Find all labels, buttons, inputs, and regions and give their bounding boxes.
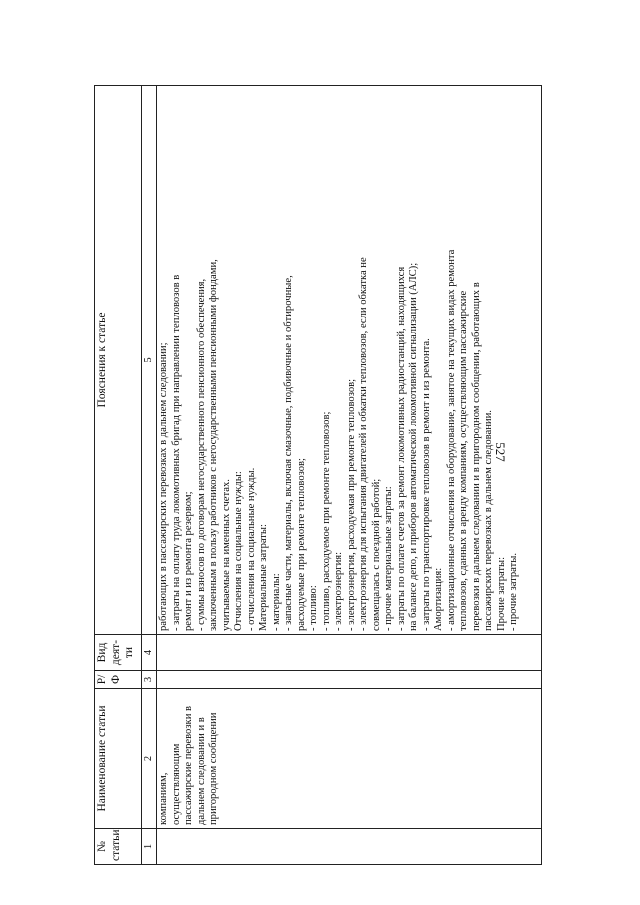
- explanation-line: - затраты по транспортировке тепловозов в ремонт и из ремонта.: [420, 338, 432, 631]
- explanation-line: - затраты на оплату труда локомотивных бригад при направлении тепловозов в: [170, 274, 182, 631]
- explanation-line: тепловозов, сданных в аренду компаниям, осуществляющим пассажирские: [458, 290, 470, 631]
- header-activity: Вид деят-ти: [95, 635, 142, 671]
- explanation-line: - топливо:: [308, 585, 320, 631]
- explanation-line: пассажирских перевозках в дальнем следовании.: [483, 410, 495, 631]
- rotated-table-wrapper: [94, 85, 542, 865]
- explanation-line: учитываемые на именных счетах.: [220, 479, 232, 631]
- activity-cell: [157, 635, 542, 671]
- explanation-line: - отчисления на социальные нужды.: [245, 467, 257, 631]
- header-item-number: № статьи: [95, 829, 142, 865]
- page-number: 527: [493, 442, 508, 462]
- column-number: 4: [142, 635, 157, 671]
- explanation-line: совмещалась с поездной работой;: [370, 478, 382, 631]
- header-row: [95, 86, 142, 865]
- item-name-line: компаниям,: [158, 772, 170, 825]
- explanation-line: Материальные затраты:: [258, 524, 270, 631]
- explanation-line: на балансе депо, и приборов автоматической локомотивной сигнализации (АЛС);: [408, 262, 420, 631]
- cost-items-table: [94, 85, 542, 865]
- header-explanation: Пояснения к статье: [95, 86, 142, 635]
- header-rf: Р/ Ф: [95, 671, 142, 689]
- explanation-line: - амортизационные отчисления на оборудование, занятое на текущих видах ремонта: [445, 249, 457, 631]
- explanation-line: - запасные части, материалы, включая смазочные, подбивочные и обтирочные,: [283, 275, 295, 631]
- explanation-line: - электроэнергия, расходуемая при ремонте тепловозов;: [345, 378, 357, 631]
- item-name-line: пассажирские перевозки в: [183, 705, 195, 825]
- explanation-line: Амортизация:: [433, 567, 445, 631]
- item-number-cell: [157, 829, 542, 865]
- explanation-line: - электроэнергия:: [333, 551, 345, 631]
- rf-cell: [157, 671, 542, 689]
- explanation-line: Отчисления на социальные нужды:: [233, 471, 245, 631]
- explanation-line: перевозки в дальнем следовании и в пригородном сообщении, работающих в: [470, 282, 482, 631]
- explanation-line: - топливо, расходуемое при ремонте тепловозов;: [320, 411, 332, 631]
- explanation-line: расходуемые при ремонте тепловозов;: [295, 458, 307, 631]
- explanation-line: - прочие затраты.: [508, 552, 520, 631]
- header-item-name: Наименование статьи: [95, 689, 142, 829]
- column-number: 3: [142, 671, 157, 689]
- explanation-line: - электроэнергия для испытания двигателей и обкатки тепловозов, если обкатка не: [358, 257, 370, 631]
- column-number: 5: [142, 86, 157, 635]
- item-name-line: осуществляющим: [170, 743, 182, 825]
- column-number-row: [142, 86, 157, 865]
- item-name-line: пригородном сообщении: [208, 712, 220, 825]
- explanation-line: - затраты по оплате счетов за ремонт локомотивных радиостанций, находящихся: [395, 266, 407, 631]
- item-name-line: дальнем следовании и в: [195, 717, 207, 825]
- item-name-cell: [157, 689, 542, 829]
- explanation-line: - материалы:: [270, 573, 282, 631]
- table-row: [157, 86, 542, 865]
- column-number: 1: [142, 829, 157, 865]
- explanation-line: ремонт и из ремонта резервом;: [183, 491, 195, 631]
- column-number: 2: [142, 689, 157, 829]
- explanation-line: - прочие материальные затраты:: [383, 486, 395, 631]
- explanation-line: работающих в пассажирских перевозках в дальнем следовании;: [158, 342, 170, 631]
- explanation-line: Прочие затраты:: [495, 556, 507, 631]
- explanation-line: заключенным в пользу работников с негосударственными пенсионными фондами,: [208, 259, 220, 631]
- explanation-cell: [157, 86, 542, 635]
- explanation-line: - суммы взносов по договорам негосударственного пенсионного обеспечения,: [195, 278, 207, 631]
